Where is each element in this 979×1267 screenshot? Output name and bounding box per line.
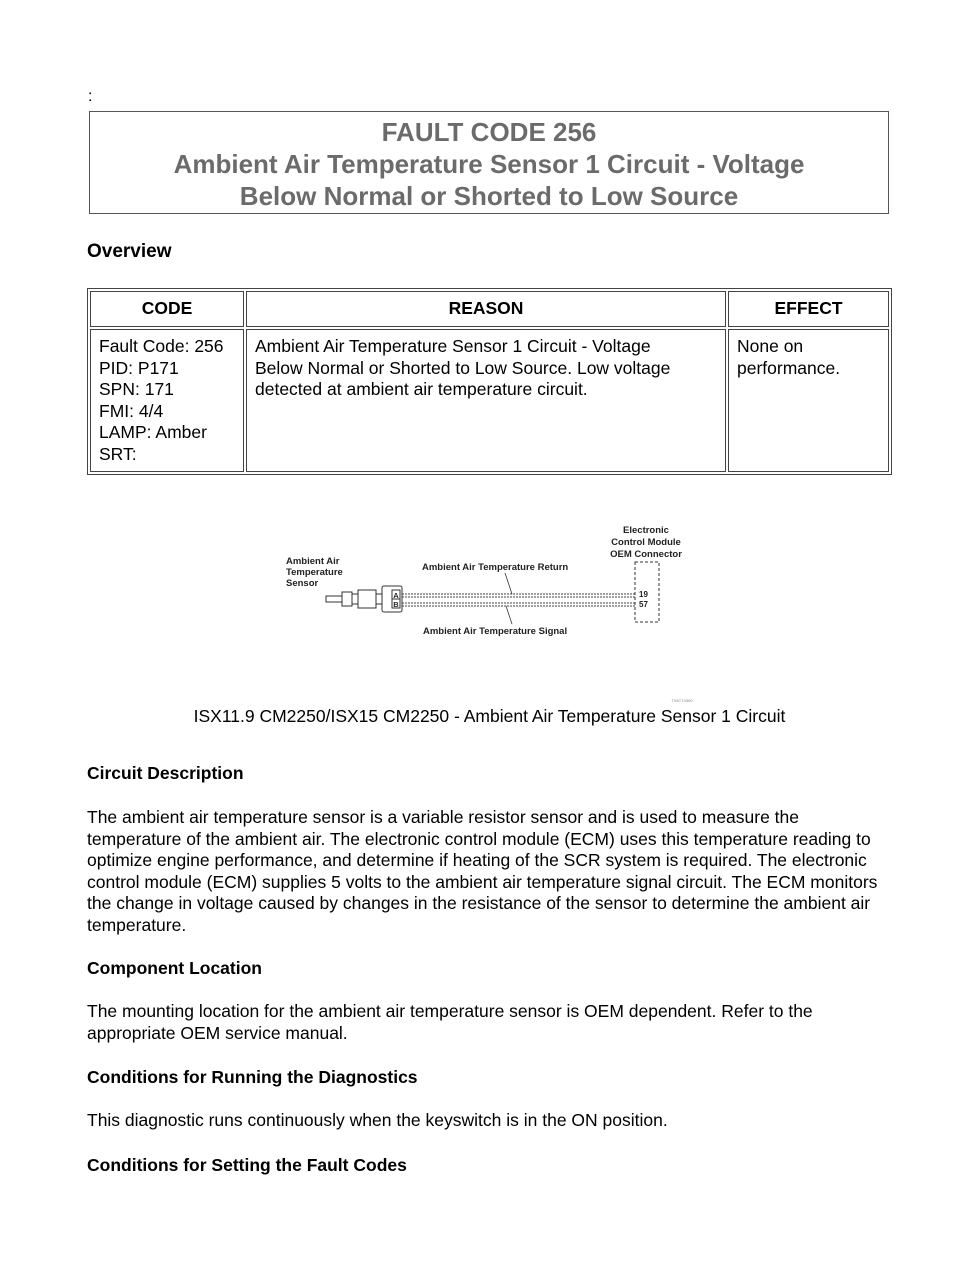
wire-harness <box>402 594 635 606</box>
ecm-label <box>610 525 682 560</box>
circuit-description-heading: Circuit Description <box>87 763 244 783</box>
reason-line: Ambient Air Temperature Sensor 1 Circuit - Voltage <box>255 336 651 356</box>
effect-line: performance. <box>737 357 841 378</box>
ecm-pin-57: 57 <box>639 600 648 609</box>
figure-caption: ISX11.9 CM2250/ISX15 CM2250 - Ambient Air Temperature Sensor 1 Circuit <box>193 706 786 726</box>
effect-cell <box>728 329 889 472</box>
component-location-text: The mounting location for the ambient air temperature sensor is OEM dependent. Refer to the appropriate OEM service manual. <box>87 1001 813 1043</box>
ecm-pin-19: 19 <box>639 590 648 599</box>
signal-leader-line <box>506 606 512 624</box>
fault-code-subtitle-line2: Below Normal or Shorted to Low Source <box>239 181 739 211</box>
code-line: SRT: <box>99 443 137 464</box>
sensor-label <box>286 556 343 589</box>
code-cell <box>90 329 244 472</box>
fault-code-title-box <box>89 111 889 214</box>
header-effect: EFFECT <box>728 291 889 327</box>
svg-text:Electronic: Electronic <box>623 525 669 536</box>
sensor-icon <box>326 586 402 612</box>
figure-image-id: T09CT4360 <box>671 698 693 703</box>
header-code: CODE <box>90 291 244 327</box>
header-reason: REASON <box>246 291 726 327</box>
fault-code-title: FAULT CODE 256 <box>381 117 597 147</box>
effect-line: None on <box>737 336 804 356</box>
code-line: PID: P171 <box>99 357 179 378</box>
component-location-heading: Component Location <box>87 958 262 978</box>
signal-wire-label: Ambient Air Temperature Signal <box>423 626 568 637</box>
fault-code-table <box>87 288 892 475</box>
return-leader-line <box>505 573 512 594</box>
return-wire-label: Ambient Air Temperature Return <box>422 562 569 573</box>
fault-code-subtitle-line1: Ambient Air Temperature Sensor 1 Circuit - Voltage <box>173 149 805 179</box>
connector-pin-b: B <box>393 600 399 609</box>
circuit-diagram <box>280 518 700 708</box>
reason-line: Below Normal or Shorted to Low Source. Low voltage <box>255 357 671 378</box>
reason-line: detected at ambient air temperature circuit. <box>255 379 588 399</box>
running-diagnostics-text: This diagnostic runs continuously when the keyswitch is in the ON position. <box>87 1110 668 1130</box>
svg-text:Ambient Air: Ambient Air <box>286 556 340 567</box>
setting-fault-codes-heading: Conditions for Setting the Fault Codes <box>87 1155 407 1175</box>
svg-text:Temperature: Temperature <box>286 567 343 578</box>
svg-text:Sensor: Sensor <box>286 578 319 589</box>
reason-cell <box>246 329 726 472</box>
overview-heading: Overview <box>87 241 172 262</box>
code-line: LAMP: Amber <box>99 422 207 442</box>
page-marker-colon: : <box>88 88 93 105</box>
table-header-row <box>90 291 889 327</box>
code-line: Fault Code: 256 <box>99 336 224 356</box>
circuit-description-text: The ambient air temperature sensor is a variable resistor sensor and is used to measure the temperature of the ambient air. The electronic control module (ECM) uses this temperature reading to optimize engine performance, and determine if heating of the SCR system is required. The electronic control module (ECM) supplies 5 volts to the ambient air temperature signal circuit. The ECM monitors the change in voltage caused by changes in the resistance of the sensor to determine the ambient air temperature. <box>87 807 878 935</box>
code-line: FMI: 4/4 <box>99 400 164 421</box>
table-row <box>90 329 889 472</box>
connector-pin-a: A <box>393 591 399 600</box>
code-line: SPN: 171 <box>99 379 174 399</box>
running-diagnostics-heading: Conditions for Running the Diagnostics <box>87 1067 418 1087</box>
svg-text:Control Module: Control Module <box>611 537 681 548</box>
svg-text:OEM Connector: OEM Connector <box>610 549 682 560</box>
